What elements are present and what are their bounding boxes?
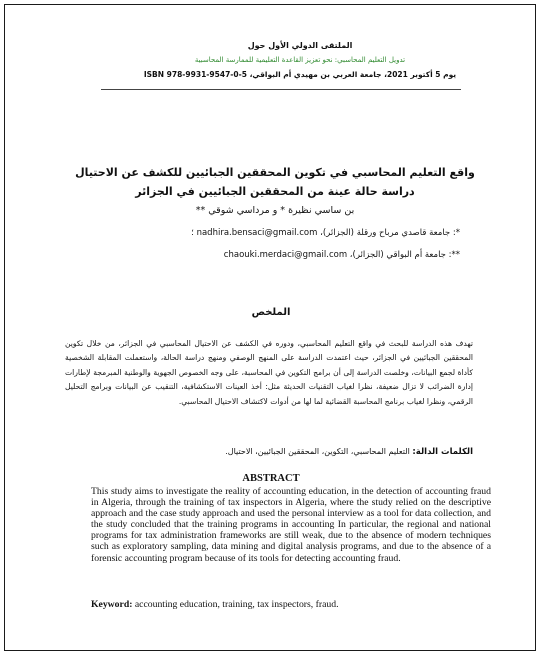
english-keywords xyxy=(91,599,491,610)
arabic-abstract-heading: الملخص xyxy=(251,307,291,318)
conference-theme: تدويل التعليم المحاسبي: نحو تعزيز القاعدة التعليمية للممارسة المحاسبية xyxy=(194,56,406,64)
arabic-keywords xyxy=(65,447,473,457)
title-line-1: واقع التعليم المحاسبي في تكوين المحققين الجبائيين للكشف عن الاحتيال xyxy=(75,166,475,179)
arabic-keywords-list: التعليم المحاسبي، التكوين، المحققين الجبائيين، الاحتيال. xyxy=(225,447,413,456)
header-divider xyxy=(101,89,461,90)
authors: بن ساسي نظيرة * و مرداسي شوقي ** xyxy=(195,205,355,216)
title-line-2: دراسة حالة عينة من المحققين الجبائيين في الجزائر xyxy=(135,185,415,198)
english-keywords-label: Keyword: xyxy=(91,599,133,610)
arabic-keywords-label: الكلمات الدالة: xyxy=(412,447,473,457)
english-keywords-list: accounting education, training, tax inspectors, fraud. xyxy=(132,599,339,610)
affiliation-2: **: جامعة أم البواقي (الجزائر)، chaouki.merdaci@gmail.com xyxy=(223,250,460,260)
arabic-abstract-body: تهدف هذه الدراسة للبحث في واقع التعليم المحاسبي، ودوره في الكشف عن الاحتيال المحاسبي في الجزائر، من خلال تكوين المحققين الجبائيين في الجزائر، حيث اعتمدت الدراسة على المنهج الوصفي ومنهج دراسة الحالة، واستعملت المقابلة الشخصية كأداة لجمع البيانات، وخلصت الدراسة إلى أن برامج التكوين في المحاسبة، على وجه الخصوص الجهوية والوطنية المبرمجة لإطارات إدارة الضرائب لا تزال ضعيفة، نظرا لغياب التقنيات الحديثة مثل: أخذ العينات الاستكشافية، التنقيب عن البيانات وبرامج التحليل الرقمي، ونظرا لغياب برنامج المحاسبة القضائية لما لها من أدوات لاكتشاف الاحتيال المحاسبي. xyxy=(65,339,473,406)
english-abstract-heading: ABSTRACT xyxy=(242,473,300,484)
affiliation-1: *: جامعة قاصدي مرباح ورقلة (الجزائر)، nadhira.bensaci@gmail.com ؛ xyxy=(191,228,460,238)
conference-header xyxy=(135,41,465,79)
document-page xyxy=(4,4,536,651)
english-abstract-body: This study aims to investigate the reality of accounting education, in the detection of accounting fraud in Algeria, through the training of tax inspectors in Algeria, where the study relied on the descriptive approach and the case study approach and used the personal interview as a tool for data collection, and the study concluded that the training programs in accounting In particular, the regional and national programs for tax administration frameworks are still weak, due to the absence of modern techniques such as exploratory sampling, data mining and digital analysis programs, and due to the absence of a forensic accounting program because of its tools for detecting accounting fraud. xyxy=(91,486,491,564)
paper-title xyxy=(75,163,475,201)
conference-name: الملتقى الدولي الأول حول xyxy=(247,41,353,50)
conference-info: يوم 5 أكتوبر 2021، جامعة العربي بن مهيدي أم البواقي، ISBN 978-9931-9547-0-5 xyxy=(143,70,457,79)
